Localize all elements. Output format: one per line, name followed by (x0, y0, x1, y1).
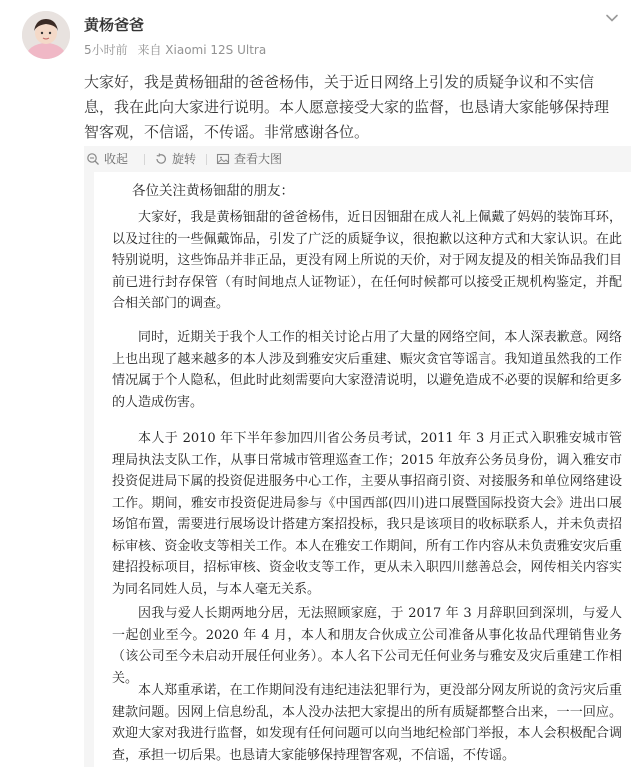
chevron-down-icon (604, 10, 620, 26)
image-toolbar (84, 146, 631, 172)
collapse-button[interactable] (86, 150, 128, 168)
post-text: 大家好，我是黄杨钿甜的爸爸杨伟，关于近日网络上引发的质疑争议和不实信息，我在此向大家进行说明。本人愿意接受大家的监督，也恳请大家能够保持理智客观，不信谣，不传谣。非常感谢各位。 (84, 73, 610, 141)
rotate-label: 旋转 (172, 152, 197, 166)
view-large-label: 查看大图 (234, 152, 283, 166)
image-icon (216, 152, 230, 166)
post-header (0, 0, 631, 66)
rotate-icon (154, 152, 168, 166)
post-source: 来自 Xiaomi 12S Ultra (137, 43, 267, 57)
collapse-label: 收起 (104, 152, 129, 166)
toolbar-divider (206, 154, 207, 165)
post-meta (84, 41, 272, 58)
statement-image[interactable] (94, 172, 631, 767)
rotate-button[interactable] (154, 150, 196, 168)
statement-paragraph: 本人于 2010 年下半年参加四川省公务员考试，2011 年 3 月正式入职雅安城市管理局执法支队工作，从事日常城市管理巡查工作；2015 年放弃公务员身份，调入雅安市投资促进局下属的投资促进服务中心工作，主要从事招商引资、对接服务和单位网络建设工作。期间，雅安市投资促进局参与《中国西部(四川)进口展暨国际投资大会》进出口展场馆布置，需要进行展场设计搭建方案招投标，我只是该项目的收标联系人，并未负责招标审核、资金收支等相关工作。本人在雅安工作期间，所有工作内容从未负责雅安灾后重建招投标项目，招标审核、资金收支等工作，更从未入职四川慈善总会，网传相关内容实为同名同姓人员，与本人毫无关系。 (112, 431, 622, 597)
view-large-button[interactable] (216, 150, 282, 168)
post-time[interactable]: 5小时前 (84, 43, 128, 57)
avatar[interactable] (22, 11, 70, 59)
username[interactable]: 黄杨爸爸 (84, 16, 145, 34)
avatar-photo (22, 11, 70, 59)
statement-greeting: 各位关注黄杨钿甜的朋友： (132, 183, 294, 199)
statement-paragraph: 同时，近期关于我个人工作的相关讨论占用了大量的网络空间，本人深表歉意。网络上也出现了越来越多的本人涉及到雅安灾后重建、赈灾贪官等谣言。我知道虽然我的工作情况属于个人隐私，但此时此刻需要向大家澄清说明，以避免造成不必要的误解和给更多的人造成伤害。 (112, 330, 622, 410)
statement-paragraph: 因我与爱人长期两地分居，无法照顾家庭，于 2017 年 3 月辞职回到深圳，与爱人一起创业至今。2020 年 4 月，本人和朋友合伙成立公司准备从事化妆品代理销售业务（该公司至今未启动开展任何业务）。本人名下公司无任何业务与雅安及灾后重建工作相关。 (112, 606, 622, 686)
media-panel (84, 146, 631, 767)
statement-paragraph: 本人郑重承诺，在工作期间没有违纪违法犯罪行为，更没部分网友所说的贪污灾后重建款问题。因网上信息纷乱，本人没办法把大家提出的所有质疑都整合出来，一一回应。欢迎大家对我进行监督，如发现有任何问题可以向当地纪检部门举报，本人会积极配合调查，承担一切后果。也恳请大家能够保持理智客观，不信谣，不传谣。 (112, 683, 622, 763)
zoom-out-icon (86, 152, 100, 166)
toolbar-divider (144, 154, 145, 165)
statement-paragraph: 大家好，我是黄杨钿甜的爸爸杨伟，近日因钿甜在成人礼上佩戴了妈妈的装饰耳环，以及过往的一些佩戴饰品，引发了广泛的质疑争议，很抱歉以这种方式和大家认识。在此特别说明，这些饰品并非正品，更没有网上所说的天价，对于网友提及的相关饰品我们目前已进行封存保管（有时间地点人证物证），在任何时候都可以接受正规机构鉴定，并配合相关部门的调查。 (112, 210, 622, 311)
more-button[interactable] (604, 10, 620, 26)
